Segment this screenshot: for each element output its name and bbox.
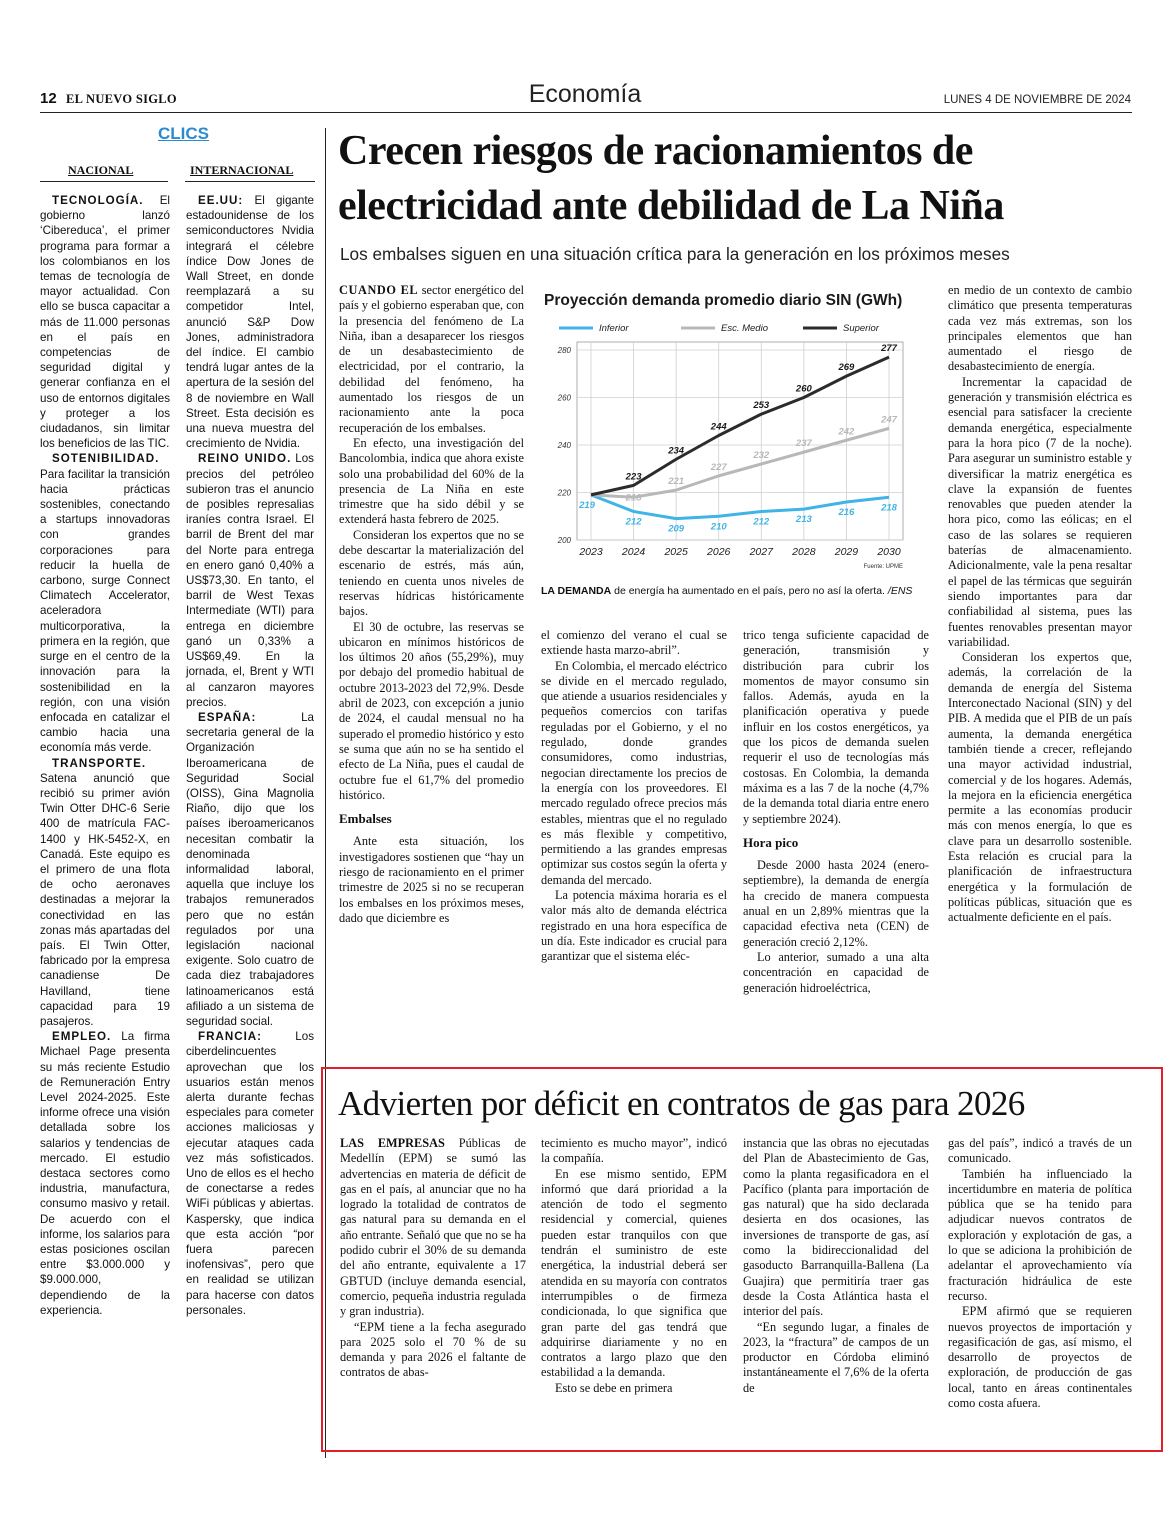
chart-caption: LA DEMANDA de energía ha aumentado en el país, pero no así la oferta. /ENS (541, 585, 913, 597)
article1-subhead: Los embalses siguen en una situación crítica para la generación en los próximos meses (340, 244, 1010, 264)
clics-item: SOTENIBILIDAD. Para facilitar la transición hacia prácticas sostenibles, conectando a startups innovadoras con grandes corporaciones para reducir la huella de carbono, surge Connect Climatech Accelerator, aceleradora multicorporativa, la primera en la región, que surge en el centro de la innovación para la sostenibilidad en la región, con una visión enfocada en catalizar el cambio hacia una economía más verde. (40, 452, 170, 755)
nacional-heading: NACIONAL (68, 163, 134, 177)
chart-title: Proyección demanda promedio diario SIN (GWh) (544, 292, 903, 309)
paragraph: En ese mismo sentido, EPM informó que dará prioridad a la atención de todo el segmento residencial y comercial, quienes pueden estar tranquilos con que tendrán el suministro de este energética, la industrial deberá ser atendida en su mayoría con contratos interrumpibles o de firmeza condicionada, lo que significa que gran parte del gas tendrá que adquirirse diariamente y no en contratos a largo plazo que den estabilidad a la demanda. (541, 1166, 727, 1380)
data-label: 209 (668, 523, 685, 535)
paragraph: Incrementar la capacidad de generación y transmisión eléctrica es esencial para satisfacer la creciente demanda energética, especialmente para la hora pico (7 de la noche). Para asegurar un suministro estable y diversificar la matriz energética es clave la expansión de fuentes renovables que pueden atender la hora pico, como las eólicas; en el caso de las solares se requieren baterías de almacenamiento. Adicionalmente, vale la pena resaltar el papel de las térmicas que seguirán siendo importantes para dar confiabilidad al sistema, pues las fuentes renovables presentan mayor variabilidad. (948, 374, 1132, 649)
paragraph: Lo anterior, sumado a una alta concentración en capacidad de generación hidroeléctrica, (743, 949, 929, 995)
paragraph: Ante esta situación, los investigadores sostienen que “hay un riesgo de racionamiento en el primer trimestre de 2025 si no se recuperan los embalses en los próximos meses, dado que diciembre es (339, 834, 524, 925)
data-label: 219 (579, 499, 595, 511)
x-tick-label: 2023 (579, 546, 603, 558)
data-label: 212 (753, 516, 770, 528)
y-tick-label: 240 (557, 441, 571, 450)
series-line (591, 428, 889, 497)
paragraph: También ha influenciado la incertidumbre en materia de política pública que se ha tenido para adjudicar nuevos contratos de exploración y explotación de gas, a lo que se adiciona la prohibición de adelantar el aprovechamiento vía fracturación hidráulica de este recurso. (948, 1166, 1132, 1303)
data-label: 221 (668, 476, 685, 488)
article1-col3 (743, 628, 929, 996)
paper-name: EL NUEVO SIGLO (66, 92, 177, 106)
article2-col1 (340, 1136, 526, 1381)
clics-rule-left (40, 181, 168, 182)
paragraph: el comienzo del verano el cual se extiende hasta marzo-abril”. (541, 628, 727, 658)
data-label: 218 (625, 492, 642, 504)
internacional-heading: INTERNACIONAL (190, 163, 294, 177)
paragraph: EPM afirmó que se requieren nuevos proyectos de importación y regasificación de gas, así mismo, el desarrollo de proyectos de exploración, de producción de gas local, tanto en áreas continentales como costa afuera. (948, 1304, 1132, 1411)
clics-item: REINO UNIDO. Los precios del petróleo subieron tras el anuncio de posibles represalias iraníes contra Israel. El barril de Brent del mar del Norte para entrega en enero ganó 0,40% a US$73,30. En tanto, el barril de West Texas Intermediate (WTI) para entrega en diciembre ganó un 0,33% a US$69,49. En la jornada, el, Brent y WTI al canzaron mayores precios. (186, 452, 314, 709)
section-title: Economía (528, 80, 642, 108)
paragraph: Consideran los expertos que, además, la correlación de la demanda de energía del Sistema Interconectado Nacional (SIN) y del PIB. A medida que el PIB de un país aumenta, la demanda energética también tiende a crecer, reflejando una mayor actividad industrial, comercial y de los hogares. Además, la mejora en la eficiencia energética permite a las economías producir más con menos energía, lo que es clave para un desarrollo sostenible. Esta relación es crucial para la planificación de infraestructura energética y la formulación de políticas públicas, situación que es actualmente deficiente en el país. (948, 650, 1132, 925)
clics-item: TRANSPORTE. Satena anunció que recibió su primer avión Twin Otter DHC-6 Serie 400 de matrícula FAC-1400 y HK-5452-X, en Canadá. Este equipo es el primero de una flota de ocho aeronaves destinadas a mejorar la conectividad en las zonas más apartadas del país. El Twin Otter, fabricado por la empresa canadiense De Havilland, tiene capacidad para 19 pasajeros. (40, 756, 170, 1028)
article2-col3 (743, 1136, 929, 1396)
y-tick-label: 260 (557, 393, 571, 403)
article2-col2 (541, 1136, 727, 1396)
data-label: 213 (795, 514, 812, 526)
x-tick-label: 2027 (749, 546, 773, 558)
paragraph: El 30 de octubre, las reservas se ubicaron en mínimos históricos de los últimos 20 años (55,29%), muy por debajo del promedio habitual de octubre 2013-2023 del 72,9%. Desde abril de 2023, con excepción a junio de 2024, el caudal mensual no ha superado el promedio histórico y esto se suma que aún no se ha sentido el efecto de La Niña, pues el caudal de octubre fue el 61,7% del promedio histórico. (339, 619, 524, 802)
article1-headline: Crecen riesgos de racionamientos de electricidad ante debilidad de La Niña (338, 128, 1004, 229)
clics-item: ESPAÑA: La secretaria general de la Organización Iberoamericana de Seguridad Social (OISS), Gina Magnolia Riaño, dijo que los países iberoamericanos necesitan combatir la denominada informalidad laboral, aquella que incluye los trabajos remunerados pero que no están regulados por una legislación nacional exigente. Solo cuatro de cada diez trabajadores latinoamericanos está afiliado a un sistema de seguridad social. (186, 710, 314, 1028)
y-tick-label: 200 (557, 536, 571, 545)
article1-col4 (948, 283, 1132, 925)
data-label: 223 (625, 471, 642, 483)
data-label: 216 (838, 507, 855, 518)
chart-svg (541, 314, 929, 596)
paragraph: La potencia máxima horaria es el valor más alto de demanda eléctrica registrado en una hora específica de un día. Este indicador es crucial para garantizar que el sistema eléc- (541, 888, 727, 964)
paragraph: Consideran los expertos que no se debe descartar la materialización del escenario de estrés, más aún, teniendo en cuenta unos niveles de reservas hídricas históricamente bajos. (339, 527, 524, 619)
data-label: 237 (795, 438, 812, 450)
y-tick-label: 220 (557, 488, 571, 498)
data-label: 242 (838, 426, 855, 438)
clics-item: TECNOLOGÍA. El gobierno lanzó ‘Cibereduca’, el primer programa para formar a los colombianos en los temas de tecnología de mayor actualidad. Con ello se busca capacitar a más de 11.000 personas en el país en competencias de seguridad digital y generar confianza en el uso de entornos digitales y proteger a los ciudadanos, sin limitar los beneficios de las TIC. (40, 194, 170, 451)
paragraph: trico tenga suficiente capacidad de generación, transmisión y distribución para cubrir los momentos de mayor consumo sin fallos. Además, ayuda en la planificación operativa y puede influir en los costos energéticos, ya que los picos de demanda suelen requerir el uso de tecnologías más costosas. En Colombia, la demanda máxima es a las 7 de la noche (4,7% de la demanda total diaria entre enero y septiembre 2024). (743, 628, 929, 826)
data-label: 247 (881, 414, 897, 426)
page-number: 12 (40, 90, 57, 107)
clics-item: EE.UU: El gigante estadounidense de los semiconductores Nvidia integrará el célebre índice Dow Jones de Wall Street, en donde reemplazará a su competidor Intel, anunció S&P Dow Jones, administradora del índice. El cambio tendrá lugar antes de la apertura de la sesión del 8 de noviembre en Wall Street. Esta decisión es una nueva muestra del crecimiento de Nvidia. (186, 194, 314, 451)
x-tick-label: 2028 (792, 546, 816, 558)
legend-label: Inferior (599, 323, 629, 334)
paragraph: CUANDO EL sector energético del país y el gobierno esperaban que, con la presencia del fenómeno de La Niña, iban a desaparecer los riesgos de un desabastecimiento de electricidad, por el contrario, la debilidad del fenómeno, ha aumentado los riesgos de un racionamiento ante la poca recuperación de los embalses. (339, 283, 524, 435)
paragraph: gas del país”, indicó a través de un comunicado. (948, 1136, 1132, 1166)
paragraph: tecimiento es mucho mayor”, indicó la compañía. (541, 1136, 727, 1166)
x-tick-label: 2025 (664, 546, 688, 558)
x-tick-label: 2024 (621, 546, 646, 558)
y-tick-label: 280 (557, 346, 571, 355)
data-label: 260 (795, 383, 812, 395)
data-label: 234 (668, 445, 685, 457)
data-label: 227 (710, 461, 727, 473)
header-rule (40, 112, 1132, 113)
chart-container (541, 288, 929, 618)
legend-label: Superior (843, 323, 879, 334)
clics-title: CLICS (158, 124, 209, 143)
paragraph: Esto se debe en primera (555, 1380, 673, 1395)
subheading-embalses: Embalses (339, 811, 392, 827)
article2-headline: Advierten por déficit en contratos de gas para 2026 (338, 1084, 1025, 1123)
data-label: 232 (753, 450, 770, 461)
x-tick-label: 2030 (877, 546, 901, 558)
x-tick-label: 2026 (707, 546, 731, 558)
data-label: 244 (710, 421, 727, 433)
data-label: 212 (625, 516, 642, 528)
paragraph: En efecto, una investigación del Bancolombia, indica que ahora existe solo una probabilidad del 60% de la presencia de La Niña en este trimestre que ha sido débil y se extenderá hasta febrero de 2025. (339, 435, 524, 527)
article1-col1 (339, 283, 524, 926)
subheading-hora-pico: Hora pico (743, 834, 799, 850)
paragraph: En Colombia, el mercado eléctrico se divide en el mercado regulado, que atiende a usuarios residenciales y pequeños comercios con tarifas reguladas por el Gobierno, y el no regulado, donde grandes consumidores, como industrias, negocian directamente los precios de la energía con los proveedores. El mercado regulado ofrece precios más estables, mientras que el no regulado es más flexible y competitivo, permitiendo a las grandes empresas optimizar sus costos según la oferta y demanda del mercado. (541, 658, 727, 887)
clics-item: EMPLEO. La firma Michael Page presenta su más reciente Estudio de Remuneración Entry Level 2024-2025. Este informe ofrece una visión detallada sobre los salarios y tendencias de mercado. El estudio destaca sectores como industria, manufactura, consumo masivo y retail. De acuerdo con el informe, los salarios para estas posiciones oscilan entre $3.000.000 y $9.000.000, dependiendo de la experiencia. (40, 1030, 170, 1317)
data-label: 218 (881, 502, 897, 514)
data-label: 210 (710, 521, 727, 533)
paragraph: instancia que las obras no ejecutadas del Plan de Abastecimiento de Gas, como la planta regasificadora en el Pacífico (planta para importación de gas natural) que ha sido declarada desierta en dos ocasiones, las inversiones de transporte de gas, así como la bidireccionalidad del gasoducto Barranquilla-Ballena (La Guajira) que permitiría traer gas desde la Costa Atlántica hasta el interior del país. (743, 1136, 929, 1319)
paragraph: LAS EMPRESAS Públicas de Medellín (EPM) se sumó las advertencias en materia de déficit de gas en el país, al anunciar que no ha logrado la totalidad de contratos de gas natural para su demanda en el año entrante. Señaló que que no se ha podido cubrir el 30% de su demanda del año entrante, equivalente a 17 GBTUD (incluye demanda esencial, comercio, pequeña industria regulada y gran industria). (340, 1136, 526, 1319)
data-label: 269 (838, 362, 855, 374)
data-label: 253 (753, 400, 770, 412)
clics-rule-right (185, 181, 315, 182)
clics-internacional (186, 193, 314, 1318)
legend-label: Esc. Medio (721, 323, 768, 334)
article1-col2 (541, 628, 727, 965)
clics-nacional (40, 193, 170, 1318)
clics-item: FRANCIA: Los ciberdelincuentes aprovechan que los usuarios están menos alerta durante fechas especiales para cometer acciones maliciosas y ejecutar ataques cada vez más sofisticados. Uno de ellos es el hecho de conectarse a redes WiFi públicas y abiertas. Kaspersky, que indica que esta acción “por fuera parecen inofensivas”, pero que en realidad se utilizan para hacerse con datos personales. (186, 1030, 314, 1317)
article2-col4 (948, 1136, 1132, 1411)
page-date: LUNES 4 DE NOVIEMBRE DE 2024 (943, 94, 1131, 106)
paragraph: en medio de un contexto de cambio climático que presenta temperaturas cada vez más extremas, son los principales elementos que han aumentado el riesgo de desabastecimiento de energía. (948, 283, 1132, 374)
chart-source: Fuente: UPME (863, 564, 903, 570)
x-tick-label: 2029 (834, 546, 859, 558)
paragraph: Desde 2000 hasta 2024 (enero-septiembre), la demanda de energía ha crecido de manera compuesta anual en un 2,89% mientras que la capacidad efectiva neta (CEN) de generación creció 2,12%. (743, 858, 929, 949)
paragraph: “EPM tiene a la fecha asegurado para 2025 solo el 70 % de su demanda y para 2026 el faltante de contratos de abas- (340, 1319, 526, 1380)
paragraph: “En segundo lugar, a finales de 2023, la “fractura” de campos de un productor en Córdoba eliminó instantáneamente el 7,6% de la oferta de (743, 1319, 929, 1395)
data-label: 277 (881, 343, 897, 355)
